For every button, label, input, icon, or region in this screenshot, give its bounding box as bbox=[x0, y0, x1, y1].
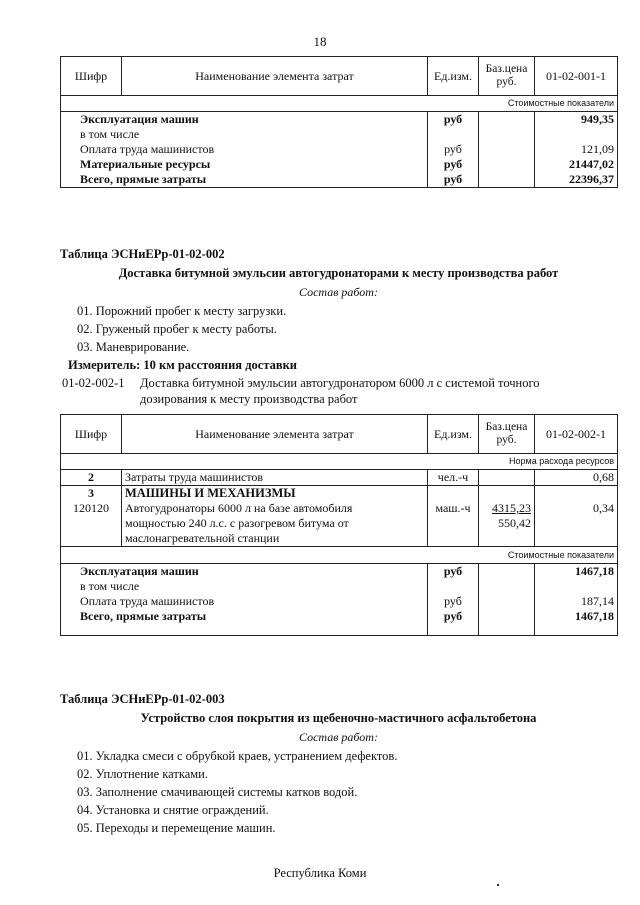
section-cost-indicators: Стоимостные показатели bbox=[61, 96, 618, 112]
work-heading-003: Состав работ: bbox=[299, 730, 378, 744]
table-row: Эксплуатация машин руб 1467,18 bbox=[61, 564, 618, 580]
work-item: 03. Маневрирование. bbox=[77, 340, 190, 354]
work-item: 01. Порожний пробег к месту загрузки. bbox=[77, 304, 287, 318]
work-item: 04. Установка и снятие ограждений. bbox=[77, 803, 269, 817]
header-unit: Ед.изм. bbox=[428, 57, 479, 96]
table-row: 2 Затраты труда машинистов чел.-ч 0,68 bbox=[61, 470, 618, 486]
page-footer: Республика Коми bbox=[273, 866, 367, 880]
table-row: Оплата труда машинистов руб 187,14 bbox=[61, 594, 618, 609]
item-code-002: 01-02-002-1 bbox=[62, 376, 125, 390]
cost-table-2 bbox=[60, 414, 618, 636]
table-row: Всего, прямые затраты руб 22396,37 bbox=[61, 172, 618, 188]
header-code-ref: 01-02-001-1 bbox=[535, 57, 618, 96]
table-title-003: Таблица ЭСНиЕРр-01-02-003 bbox=[60, 692, 225, 706]
table-row: Всего, прямые затраты руб 1467,18 bbox=[61, 609, 618, 636]
work-heading-002: Состав работ: bbox=[299, 285, 378, 299]
table-row: Оплата труда машинистов руб 121,09 bbox=[61, 142, 618, 157]
table-header bbox=[61, 57, 618, 96]
work-item: 02. Уплотнение катками. bbox=[77, 767, 208, 781]
table-subtitle-002: Доставка битумной эмульсии автогудронаторами к месту производства работ bbox=[118, 266, 559, 280]
table-row: в том числе bbox=[61, 127, 618, 142]
table-row: 120120 Автогудронаторы 6000 л на базе автомобиля мощностью 240 л.с. с разогревом битума от маслонагревательной станции маш.-ч 4315,23 550,42 0,34 bbox=[61, 501, 618, 547]
header-code: Шифр bbox=[61, 57, 122, 96]
header-base-price: Баз.цена руб. bbox=[479, 57, 535, 96]
header-name: Наименование элемента затрат bbox=[122, 57, 428, 96]
work-item: 03. Заполнение смачивающей системы катков водой. bbox=[77, 785, 358, 799]
meter-002: Измеритель: 10 км расстояния доставки bbox=[68, 358, 298, 372]
work-item: 01. Укладка смеси с обрубкой краев, устранением дефектов. bbox=[77, 749, 398, 763]
table-title-002: Таблица ЭСНиЕРр-01-02-002 bbox=[60, 247, 225, 261]
item-text-002-cont: дозирования к месту производства работ bbox=[140, 392, 358, 406]
page-number: 18 bbox=[313, 34, 327, 49]
table-row: в том числе bbox=[61, 579, 618, 594]
cost-table-1 bbox=[60, 56, 618, 188]
section-norm: Норма расхода ресурсов bbox=[61, 454, 618, 470]
table-row: Эксплуатация машин руб 949,35 bbox=[61, 112, 618, 128]
table-row: 3 МАШИНЫ И МЕХАНИЗМЫ bbox=[61, 486, 618, 502]
section-cost-indicators: Стоимостные показатели bbox=[61, 547, 618, 564]
table-row: Материальные ресурсы руб 21447,02 bbox=[61, 157, 618, 172]
table-subtitle-003: Устройство слоя покрытия из щебеночно-мастичного асфальтобетона bbox=[140, 711, 537, 725]
table-header: Шифр Наименование элемента затрат Ед.изм. Баз.цена руб. 01-02-002-1 bbox=[61, 415, 618, 454]
work-item: 05. Переходы и перемещение машин. bbox=[77, 821, 276, 835]
work-item: 02. Груженый пробег к месту работы. bbox=[77, 322, 277, 336]
scan-dot bbox=[497, 884, 499, 886]
item-text-002: Доставка битумной эмульсии автогудронатором 6000 л с системой точного bbox=[140, 376, 540, 390]
